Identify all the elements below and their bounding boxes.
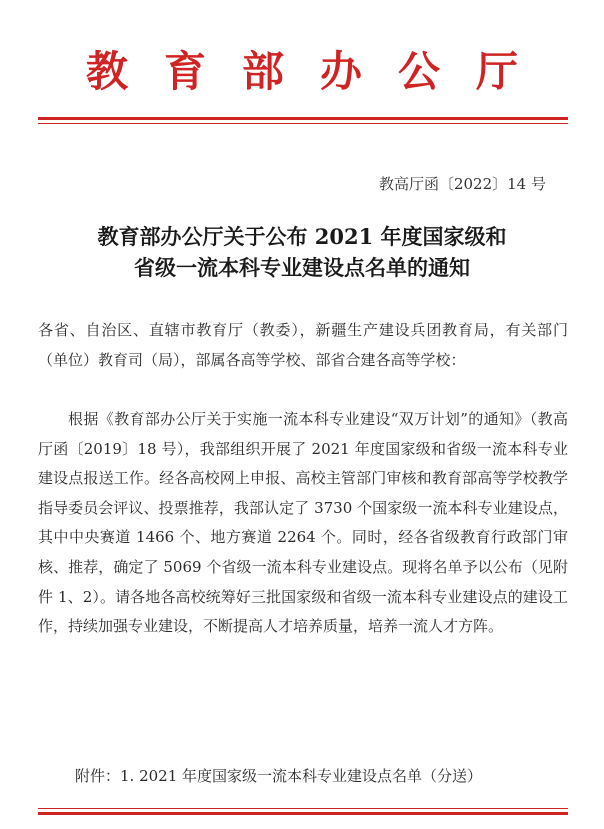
- footer-red-rule-thick: [38, 812, 568, 815]
- document-title-line-1: 教育部办公厅关于公布 2021 年度国家级和: [97, 224, 507, 249]
- document-number: 教高厅函〔2022〕14 号: [378, 175, 546, 193]
- document-title-line-2: 省级一流本科专业建设点名单的通知: [134, 255, 470, 280]
- document-title: [40, 221, 564, 283]
- addressee-paragraph: 各省、自治区、直辖市教育厅（教委），新疆生产建设兵团教育局，有关部门（单位）教育司（局），部属各高等学校、部省合建各高等学校：: [38, 321, 568, 369]
- issuer-header: 教育部办公厅: [85, 47, 554, 96]
- footer-red-rule-thin: [38, 808, 568, 809]
- header-red-rule-thin: [38, 123, 568, 124]
- attachment-line: 附件：1. 2021 年度国家级一流本科专业建设点名单（分送）: [75, 767, 483, 785]
- header-red-rule-thick: [38, 117, 568, 120]
- main-paragraph: 根据《教育部办公厅关于实施一流本科专业建设“双万计划”的通知》（教高厅函〔2019〕18 号），我部组织开展了 2021 年度国家级和省级一流本科专业建设点报送工作。经各高校网上申报、高校主管部门审核和教育部高等学校教学指导委员会评议、投票推荐，我部认定了 3730 个国家级一流本科专业建设点，其中中央赛道 1466 个、地方赛道 2264 个。同时，经各省级教育行政部门审核、推荐，确定了 5069 个省级一流本科专业建设点。现将名单予以公布（见附件 1、2）。请各地各高校统筹好三批国家级和省级一流本科专业建设点的建设工作，持续加强专业建设，不断提高人才培养质量，培养一流人才方阵。: [38, 410, 568, 636]
